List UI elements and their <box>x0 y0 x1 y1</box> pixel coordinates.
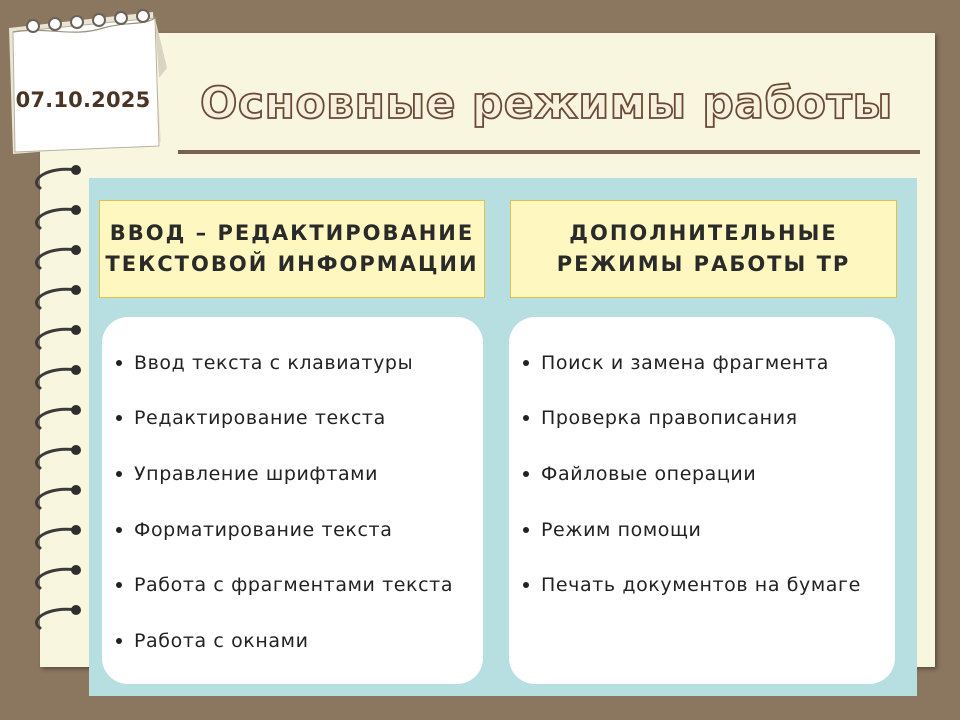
list-item-text: Форматирование текста <box>134 518 393 541</box>
list-item <box>116 557 483 613</box>
bullet-icon <box>523 527 529 533</box>
bullet-icon <box>523 582 529 588</box>
list-item <box>523 502 895 558</box>
column-header-extra-modes <box>510 200 897 298</box>
slide-title: Основные режимы работы <box>200 78 893 129</box>
list-item <box>116 335 483 391</box>
slide-date: 07.10.2025 <box>15 88 151 112</box>
bullet-icon <box>116 582 122 588</box>
column-header-input-editing <box>99 200 485 298</box>
list-item-text: Редактирование текста <box>134 407 386 430</box>
bullet-icon <box>116 471 122 477</box>
list-item-text: Поиск и замена фрагмента <box>541 351 829 374</box>
list-item <box>116 613 483 669</box>
list-item <box>523 557 895 613</box>
bullet-icon <box>116 638 122 644</box>
column-header-text: ВВОД – РЕДАКТИРОВАНИЕ ТЕКСТОВОЙ ИНФОРМАЦИИ <box>105 221 479 276</box>
content-panel <box>89 178 917 696</box>
spiral-binding-icon <box>18 158 88 658</box>
list-item <box>523 335 895 391</box>
list-item <box>116 502 483 558</box>
bullet-icon <box>116 360 122 366</box>
bullet-icon <box>523 471 529 477</box>
list-item <box>523 391 895 447</box>
title-underline <box>178 150 920 154</box>
list-item-text: Ввод текста с клавиатуры <box>134 351 414 374</box>
list-item-text: Работа с фрагментами текста <box>134 574 454 597</box>
list-item <box>523 446 895 502</box>
bullet-icon <box>523 360 529 366</box>
list-item-text: Печать документов на бумаге <box>541 574 861 597</box>
list-item-text: Проверка правописания <box>541 407 798 430</box>
bullet-icon <box>116 527 122 533</box>
bullet-icon <box>523 415 529 421</box>
list-item-text: Работа с окнами <box>134 629 309 652</box>
feature-list-extra-modes <box>509 317 895 684</box>
list-item-text: Файловые операции <box>541 462 757 485</box>
list-item <box>116 446 483 502</box>
list-item <box>116 391 483 447</box>
column-header-text: ДОПОЛНИТЕЛЬНЫЕ РЕЖИМЫ РАБОТЫ ТР <box>556 221 851 276</box>
list-item-text: Режим помощи <box>541 518 702 541</box>
bullet-icon <box>116 415 122 421</box>
feature-list-input-editing <box>102 317 483 684</box>
list-item-text: Управление шрифтами <box>134 462 379 485</box>
torn-note-paper-icon <box>3 8 167 158</box>
